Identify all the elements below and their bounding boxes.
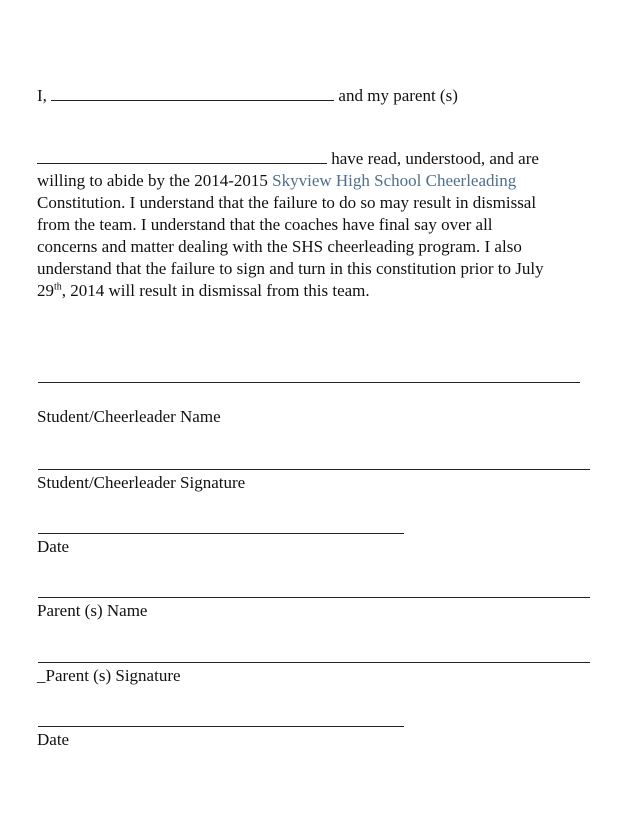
- field-label-student-name: Student/Cheerleader Name: [37, 407, 221, 426]
- student-signature-line[interactable]: [38, 469, 590, 470]
- intro-line-5: from the team. I understand that the coaches have final say over all: [37, 215, 493, 234]
- parent-name-line[interactable]: [38, 597, 590, 598]
- intro-line-2: [37, 148, 539, 170]
- parent-name-blank[interactable]: [37, 149, 327, 164]
- field-label-student-signature: Student/Cheerleader Signature: [37, 473, 246, 492]
- field-label-date-2: Date: [37, 730, 70, 749]
- date-superscript: th: [54, 281, 62, 293]
- student-date-line[interactable]: [38, 533, 404, 534]
- intro-line-8: [37, 280, 370, 302]
- field-label-parent-signature: _Parent (s) Signature: [37, 666, 181, 685]
- intro-line-1-suffix: and my parent (s): [334, 86, 458, 105]
- intro-line-2-suffix: have read, understood, and are: [327, 149, 539, 168]
- parent-signature-line[interactable]: [38, 662, 590, 663]
- field-label-date-1: Date: [37, 537, 70, 556]
- student-name-line[interactable]: [38, 382, 580, 383]
- student-name-blank[interactable]: [51, 86, 334, 101]
- intro-line-1: [37, 85, 458, 107]
- intro-line-8-rest: , 2014 will result in dismissal from this team.: [61, 281, 370, 300]
- intro-line-4: Constitution. I understand that the failure to do so may result in dismissal: [37, 193, 537, 212]
- intro-line-3-prefix: willing to abide by the 2014-2015: [37, 171, 273, 190]
- intro-line-3: [37, 170, 516, 192]
- intro-line-1-prefix: I,: [37, 86, 52, 105]
- school-name-link[interactable]: Skyview High School Cheerleading: [272, 171, 517, 190]
- field-label-parent-name: Parent (s) Name: [37, 601, 148, 620]
- intro-line-6: concerns and matter dealing with the SHS cheerleading program. I also: [37, 237, 522, 256]
- date-day: 29: [37, 281, 54, 300]
- intro-line-7: understand that the failure to sign and turn in this constitution prior to July: [37, 259, 544, 278]
- parent-date-line[interactable]: [38, 726, 404, 727]
